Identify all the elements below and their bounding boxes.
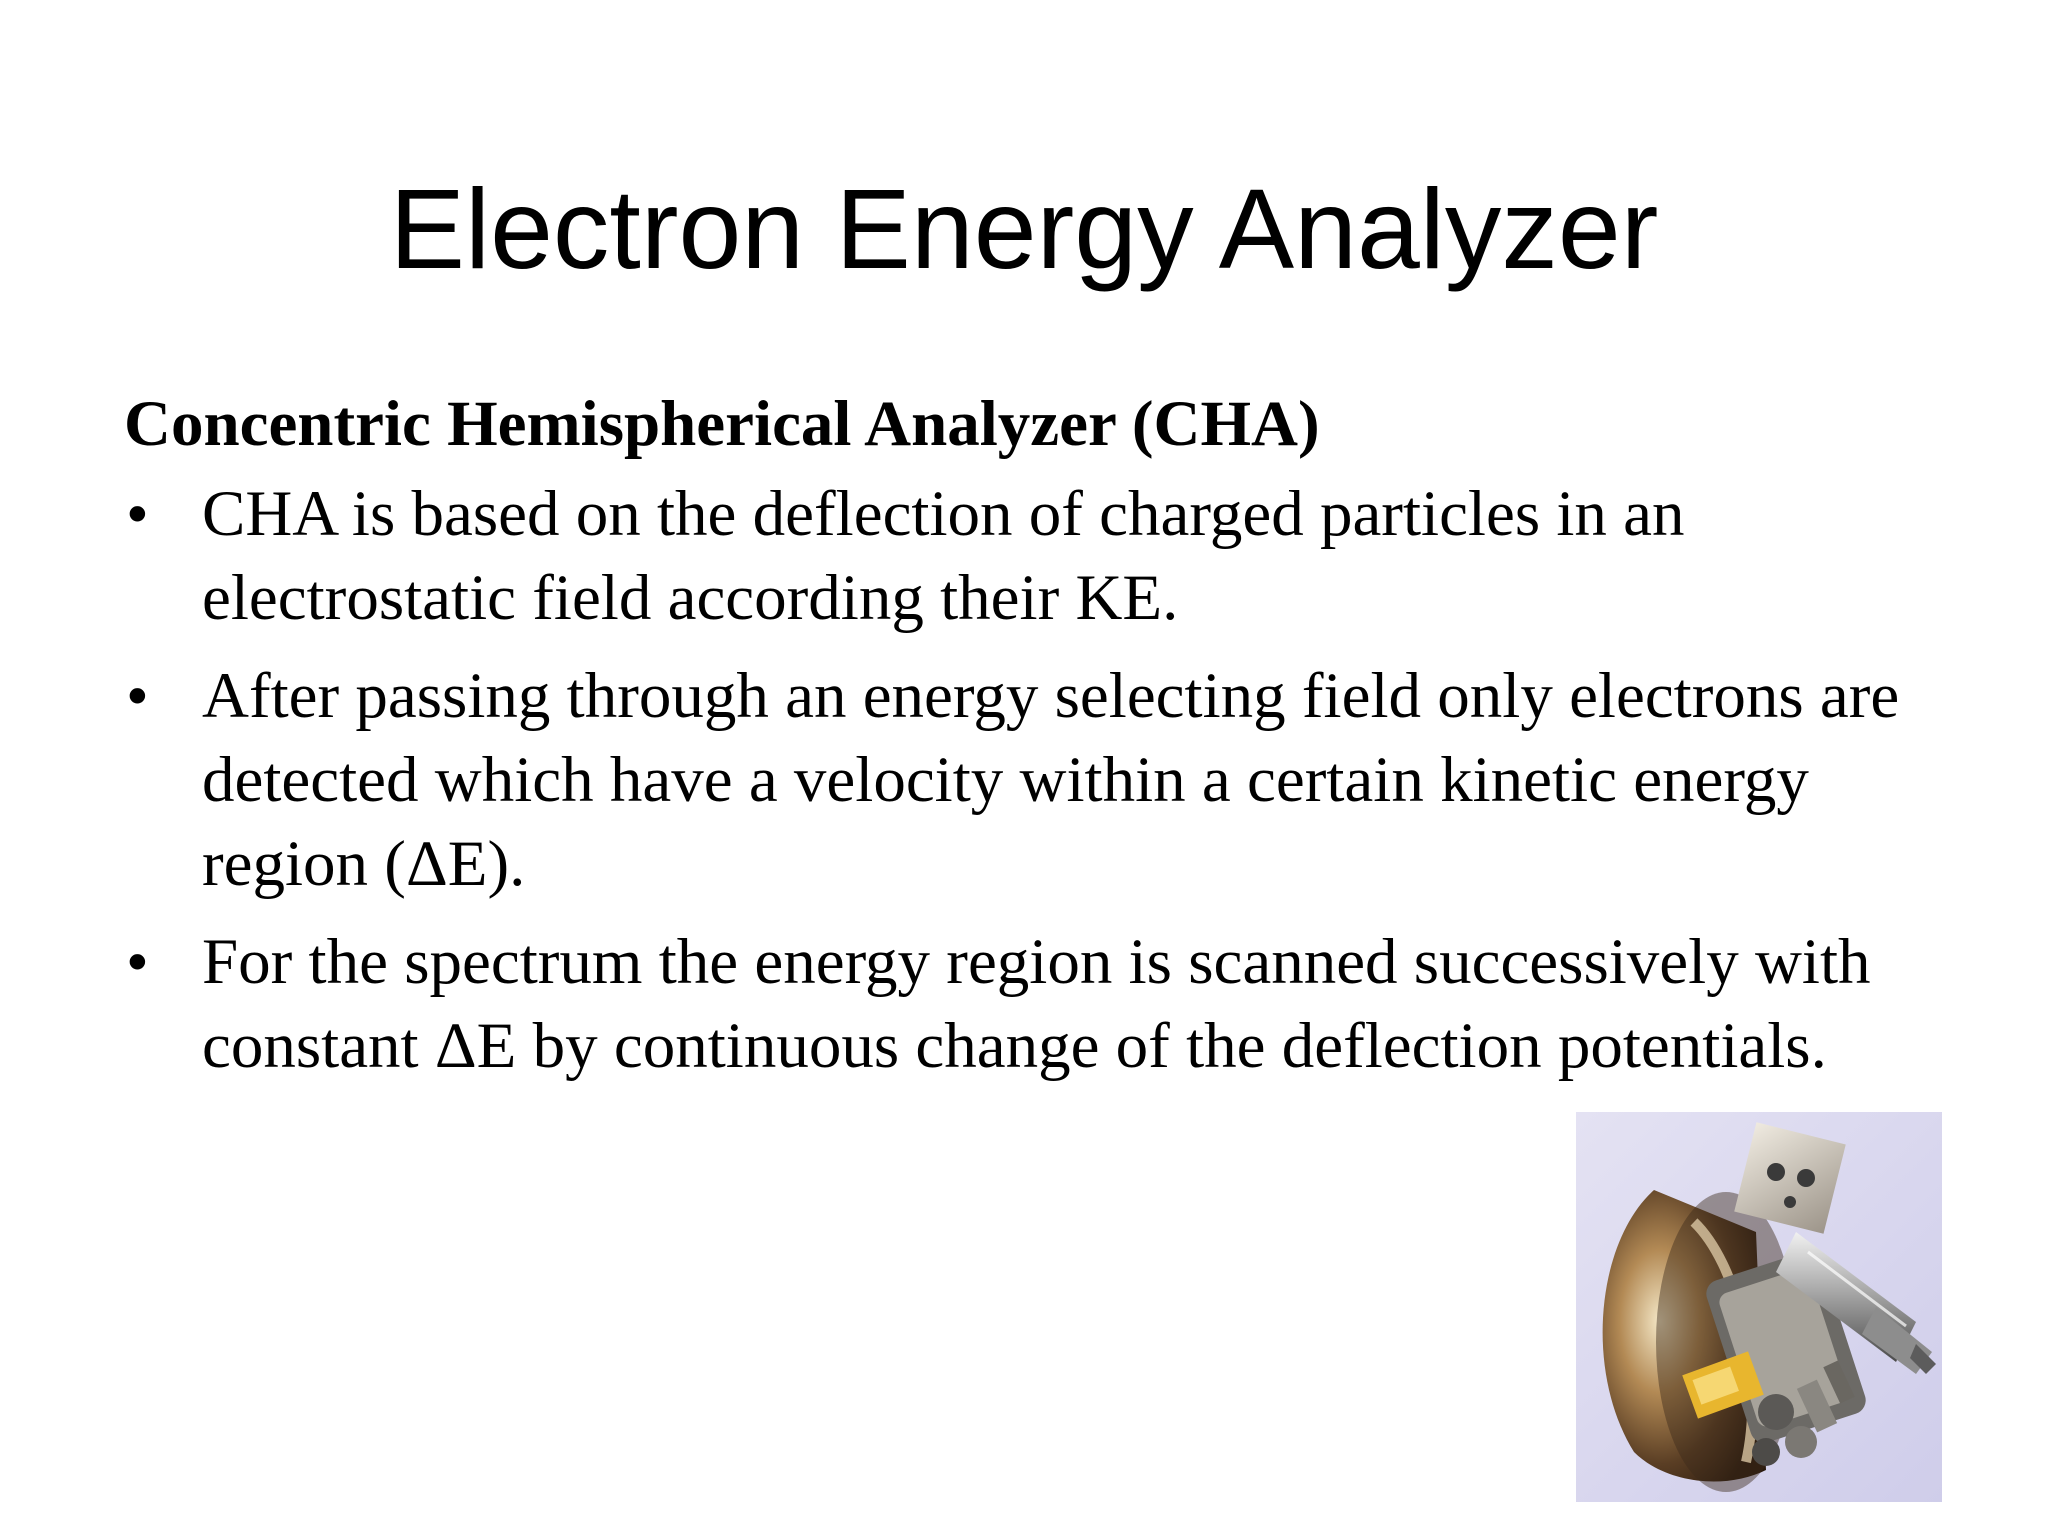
bullet-icon: • — [126, 660, 149, 732]
subheading: Concentric Hemispherical Analyzer (CHA) — [124, 388, 1320, 460]
bullet-icon: • — [126, 478, 149, 550]
bullet-icon: • — [126, 926, 149, 998]
slide-title: Electron Energy Analyzer — [389, 166, 1659, 292]
bullet-text: For the spectrum the energy region is scanned successively with constant ΔE by continuous change of the deflection potentials. — [202, 926, 1871, 1082]
bullet-text: After passing through an energy selecting field only electrons are detected which have a velocity within a certain kinetic energy region (ΔE). — [202, 660, 1900, 900]
analyzer-illustration — [1576, 1112, 1942, 1502]
analyzer-photo — [1576, 1112, 1942, 1502]
bullet-text: CHA is based on the deflection of charged particles in an electrostatic field according their KE. — [202, 478, 1685, 634]
bullet-item — [124, 654, 1944, 906]
bullet-item — [124, 472, 1944, 640]
bullet-item — [124, 920, 1944, 1088]
slide-body — [124, 380, 1944, 1102]
bullet-list — [124, 472, 1944, 1088]
